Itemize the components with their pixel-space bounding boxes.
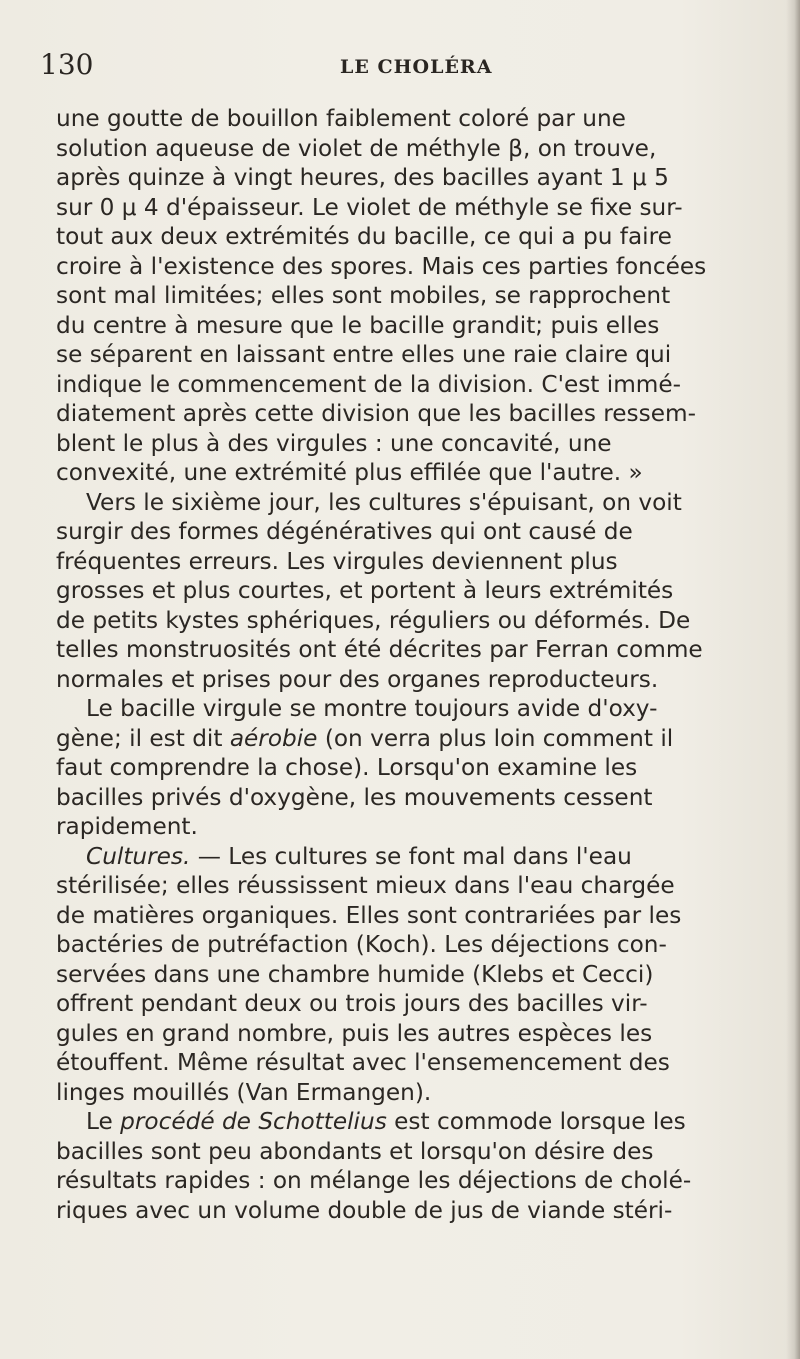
- text-line: [56, 458, 796, 488]
- text-run: convexité, une extrémité plus effilée que l'autre. »: [56, 459, 643, 486]
- text-line: [56, 1196, 796, 1226]
- text-run: solution aqueuse de violet de méthyle β, on trouve,: [56, 134, 657, 162]
- text-run: faut comprendre la chose). Lorsqu'on examine les: [56, 754, 638, 781]
- text-line: [56, 399, 796, 429]
- text-run: (on verra plus loin comment il: [317, 724, 674, 752]
- text-line: [56, 311, 796, 341]
- text-run: telles monstruosités ont été décrites par Ferran comme: [56, 636, 703, 663]
- text-line: [56, 871, 796, 901]
- text-line: [56, 1107, 796, 1137]
- italic-text: Cultures.: [86, 842, 191, 870]
- text-run: riques avec un volume double de jus de viande stéri-: [56, 1196, 673, 1224]
- text-line: [56, 960, 796, 990]
- text-run: diatement après cette division que les bacilles ressem-: [56, 400, 696, 427]
- text-run: rapidement.: [56, 813, 198, 840]
- text-run: étouffent. Même résultat avec l'ensemencement des: [56, 1049, 670, 1076]
- text-run: tout aux deux extrémités du bacille, ce qui a pu faire: [56, 223, 672, 250]
- text-run: Vers le sixième jour, les cultures s'épuisant, on voit: [86, 488, 682, 516]
- text-run: surgir des formes dégénératives qui ont causé de: [56, 518, 633, 545]
- text-line: [56, 635, 796, 665]
- text-line: [56, 783, 796, 813]
- page-header: [40, 48, 760, 88]
- text-line: [56, 1048, 796, 1078]
- text-line: [56, 517, 796, 547]
- text-line: [56, 163, 796, 193]
- text-run: de matières organiques. Elles sont contrariées par les: [56, 901, 682, 929]
- text-line: [56, 930, 796, 960]
- text-line: [56, 576, 796, 606]
- text-run: bactéries de putréfaction (Koch). Les déjections con-: [56, 931, 667, 958]
- text-run: grosses et plus courtes, et portent à leurs extrémités: [56, 577, 674, 604]
- page-number: 130: [40, 48, 94, 81]
- text-line: [56, 812, 796, 842]
- text-line: [56, 1137, 796, 1167]
- text-run: linges mouillés (Van Ermangen).: [56, 1078, 432, 1106]
- text-line: [56, 901, 796, 931]
- text-line: [56, 842, 796, 872]
- text-line: [56, 340, 796, 370]
- text-line: [56, 547, 796, 577]
- italic-text: aérobie: [229, 724, 318, 752]
- text-run: sur 0 μ 4 d'épaisseur. Le violet de méthyle se fixe sur-: [56, 193, 683, 221]
- text-run: du centre à mesure que le bacille grandit; puis elles: [56, 311, 660, 339]
- text-line: [56, 281, 796, 311]
- text-line: [56, 665, 796, 695]
- text-line: [56, 429, 796, 459]
- italic-text: procédé de Schottelius: [120, 1108, 387, 1135]
- text-run: stérilisée; elles réussissent mieux dans l'eau chargée: [56, 872, 675, 899]
- text-run: — Les cultures se font mal dans l'eau: [190, 842, 632, 870]
- text-run: blent le plus à des virgules : une concavité, une: [56, 429, 612, 457]
- text-run: croire à l'existence des spores. Mais ces parties foncées: [56, 252, 707, 280]
- text-run: gène; il est dit: [56, 724, 230, 752]
- text-run: gules en grand nombre, puis les autres espèces les: [56, 1019, 653, 1047]
- text-line: [56, 694, 796, 724]
- text-run: offrent pendant deux ou trois jours des bacilles vir-: [56, 990, 648, 1017]
- text-line: [56, 606, 796, 636]
- text-line: [56, 1019, 796, 1049]
- body-text: [56, 104, 796, 1225]
- text-line: [56, 370, 796, 400]
- text-line: [56, 134, 796, 164]
- text-run: de petits kystes sphériques, réguliers ou déformés. De: [56, 606, 691, 634]
- text-run: bacilles sont peu abondants et lorsqu'on désire des: [56, 1137, 654, 1165]
- text-run: Le bacille virgule se montre toujours avide d'oxy-: [86, 695, 658, 722]
- text-line: [56, 193, 796, 223]
- text-run: se séparent en laissant entre elles une raie claire qui: [56, 341, 672, 368]
- text-line: [56, 989, 796, 1019]
- text-run: indique le commencement de la division. C'est immé-: [56, 370, 681, 398]
- text-run: une goutte de bouillon faiblement coloré par une: [56, 105, 626, 132]
- text-run: fréquentes erreurs. Les virgules deviennent plus: [56, 547, 618, 575]
- text-run: sont mal limitées; elles sont mobiles, se rapprochent: [56, 282, 671, 309]
- text-line: [56, 753, 796, 783]
- text-line: [56, 488, 796, 518]
- text-run: Le: [86, 1108, 121, 1135]
- text-run: après quinze à vingt heures, des bacilles ayant 1 μ 5: [56, 164, 669, 191]
- running-head: LE CHOLÉRA: [340, 56, 493, 78]
- text-line: [56, 1078, 796, 1108]
- text-run: bacilles privés d'oxygène, les mouvements cessent: [56, 783, 653, 811]
- text-line: [56, 724, 796, 754]
- text-line: [56, 222, 796, 252]
- text-run: résultats rapides : on mélange les déjections de cholé-: [56, 1167, 692, 1194]
- text-line: [56, 252, 796, 282]
- text-run: normales et prises pour des organes reproducteurs.: [56, 665, 659, 693]
- text-run: servées dans une chambre humide (Klebs et Cecci): [56, 960, 654, 988]
- text-line: [56, 104, 796, 134]
- text-line: [56, 1166, 796, 1196]
- text-run: est commode lorsque les: [386, 1108, 686, 1135]
